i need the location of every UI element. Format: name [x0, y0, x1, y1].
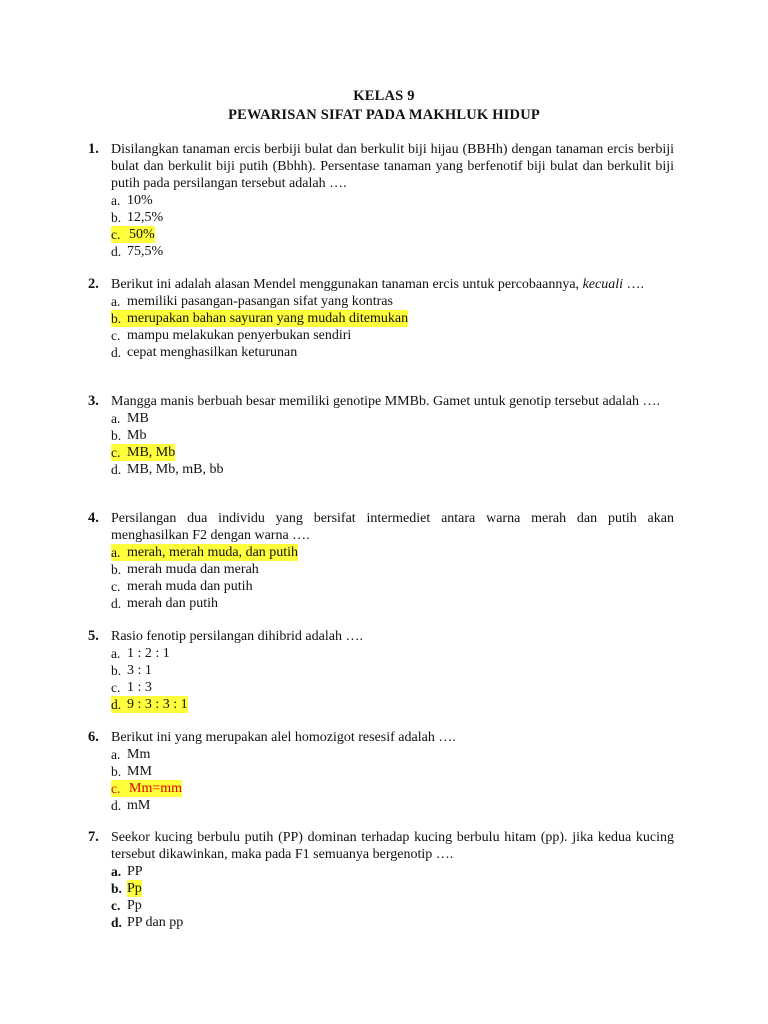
question-text	[111, 276, 674, 293]
option-letter: c.	[111, 781, 121, 796]
option-text: MB	[127, 411, 149, 426]
option-a	[111, 746, 674, 763]
option-letter: b.	[111, 881, 122, 896]
option-b	[111, 763, 674, 780]
answer-highlight	[111, 444, 175, 461]
option-d	[111, 461, 674, 478]
option-letter: d.	[111, 798, 122, 813]
option-d	[111, 914, 674, 931]
topic-heading: PEWARISAN SIFAT PADA MAKHLUK HIDUP	[228, 107, 540, 123]
question-4	[88, 510, 674, 612]
option-list	[111, 746, 674, 814]
option-list	[111, 192, 674, 260]
option-d	[111, 797, 674, 814]
option-a-correct	[111, 544, 674, 561]
option-letter: b.	[111, 210, 122, 225]
option-letter: b.	[111, 764, 122, 779]
option-letter: a.	[111, 411, 121, 426]
answer-highlight	[111, 226, 155, 243]
option-text: Mm=mm	[129, 781, 183, 796]
option-letter: d.	[111, 697, 122, 712]
question-2	[88, 276, 674, 361]
option-text: Mb	[127, 428, 147, 443]
option-c-correct	[111, 444, 674, 461]
option-b-correct	[111, 880, 674, 897]
answer-highlight: Pp	[127, 881, 142, 896]
option-text: Pp	[127, 898, 142, 913]
option-text: PP	[127, 864, 143, 879]
question-number: 1.	[88, 141, 99, 157]
answer-highlight	[111, 780, 182, 797]
option-a	[111, 410, 674, 427]
option-text: memiliki pasangan-pasangan sifat yang kontras	[127, 294, 393, 309]
question-text: Mangga manis berbuah besar memiliki genotipe MMBb. Gamet untuk genotip tersebut adalah ….	[111, 394, 660, 409]
option-text: mampu melakukan penyerbukan sendiri	[127, 328, 352, 343]
option-a	[111, 293, 674, 310]
option-letter: c.	[111, 328, 121, 343]
option-c	[111, 327, 674, 344]
option-letter: c.	[111, 227, 121, 242]
option-text: 10%	[127, 193, 153, 208]
question-text-main: Berikut ini adalah alasan Mendel menggunakan tanaman ercis untuk percobaannya,	[111, 277, 580, 292]
option-d	[111, 595, 674, 612]
option-letter: a.	[111, 646, 121, 661]
option-b	[111, 209, 674, 226]
option-c	[111, 679, 674, 696]
class-heading: KELAS 9	[353, 88, 415, 104]
option-letter: a.	[111, 864, 122, 879]
option-d	[111, 344, 674, 361]
option-letter: a.	[111, 294, 121, 309]
option-b	[111, 561, 674, 578]
option-list	[111, 544, 674, 612]
option-letter: b.	[111, 663, 122, 678]
question-text: Persilangan dua individu yang bersifat intermediet antara warna merah dan putih akan menghasilkan F2 dengan warna ….	[111, 511, 674, 543]
option-text: cepat menghasilkan keturunan	[127, 345, 298, 360]
option-text: merupakan bahan sayuran yang mudah ditemukan	[127, 311, 409, 326]
option-text: 3 : 1	[127, 663, 152, 678]
option-letter: c.	[111, 680, 121, 695]
option-letter: a.	[111, 193, 121, 208]
option-b	[111, 662, 674, 679]
option-letter: d.	[111, 596, 122, 611]
option-text: MM	[127, 764, 152, 779]
option-text: merah muda dan putih	[127, 579, 253, 594]
question-3	[88, 393, 674, 478]
option-list	[111, 645, 674, 713]
option-letter: c.	[111, 445, 121, 460]
option-c	[111, 578, 674, 595]
question-text: Seekor kucing berbulu putih (PP) dominan terhadap kucing berbulu hitam (pp). jika kedua kucing tersebut dikawinkan, maka pada F1 semuanya bergenotip ….	[111, 830, 674, 862]
option-text: MB, Mb, mB, bb	[127, 462, 224, 477]
question-number: 6.	[88, 729, 99, 745]
option-list	[111, 293, 674, 361]
question-number: 3.	[88, 393, 99, 409]
option-d	[111, 243, 674, 260]
answer-highlight	[111, 544, 298, 561]
question-text: Berikut ini yang merupakan alel homozigot resesif adalah ….	[111, 730, 456, 745]
option-text: 1 : 3	[127, 680, 152, 695]
question-number: 2.	[88, 276, 99, 292]
option-text: PP dan pp	[127, 915, 184, 930]
question-text: Rasio fenotip persilangan dihibrid adalah ….	[111, 629, 363, 644]
option-text: merah dan putih	[127, 596, 218, 611]
option-letter: d.	[111, 915, 122, 930]
question-text: Disilangkan tanaman ercis berbiji bulat dan berkulit biji hijau (BBHh) dengan tanaman ercis berbiji bulat dan berkulit biji putih (Bbhh). Persentase tanaman yang berfenotif biji bulat dan berkulit biji putih pada persilangan tersebut adalah ….	[111, 142, 674, 191]
option-c	[111, 897, 674, 914]
option-list	[111, 863, 674, 931]
option-text: mM	[127, 798, 151, 813]
option-letter: d.	[111, 345, 122, 360]
option-a	[111, 645, 674, 662]
question-6	[88, 729, 674, 814]
option-text: 1 : 2 : 1	[127, 646, 170, 661]
option-list	[111, 410, 674, 478]
option-letter: d.	[111, 244, 122, 259]
option-text: 12,5%	[127, 210, 164, 225]
option-text: 9 : 3 : 3 : 1	[127, 697, 188, 712]
option-letter: b.	[111, 311, 122, 326]
option-text: 75,5%	[127, 244, 164, 259]
option-text: merah, merah muda, dan putih	[127, 545, 299, 560]
answer-highlight	[111, 696, 188, 713]
option-text: MB, Mb	[127, 445, 176, 460]
answer-highlight	[111, 310, 408, 327]
option-d-correct	[111, 696, 674, 713]
question-number: 7.	[88, 829, 99, 845]
option-a	[111, 192, 674, 209]
question-7	[88, 829, 674, 931]
option-letter: c.	[111, 579, 121, 594]
option-c-correct	[111, 780, 674, 797]
option-b-correct	[111, 310, 674, 327]
option-letter: a.	[111, 545, 121, 560]
question-text-italic: kecuali	[582, 277, 623, 292]
option-c-correct	[111, 226, 674, 243]
option-text: merah muda dan merah	[127, 562, 259, 577]
question-number: 5.	[88, 628, 99, 644]
option-letter: d.	[111, 462, 122, 477]
question-5	[88, 628, 674, 713]
option-text: Mm	[127, 747, 151, 762]
option-letter: c.	[111, 898, 121, 913]
option-b	[111, 427, 674, 444]
option-letter: b.	[111, 562, 122, 577]
option-text: 50%	[129, 227, 155, 242]
option-letter: a.	[111, 747, 121, 762]
question-1	[88, 141, 674, 260]
question-number: 4.	[88, 510, 99, 526]
question-text-tail: ….	[626, 277, 644, 292]
option-letter: b.	[111, 428, 122, 443]
option-a	[111, 863, 674, 880]
